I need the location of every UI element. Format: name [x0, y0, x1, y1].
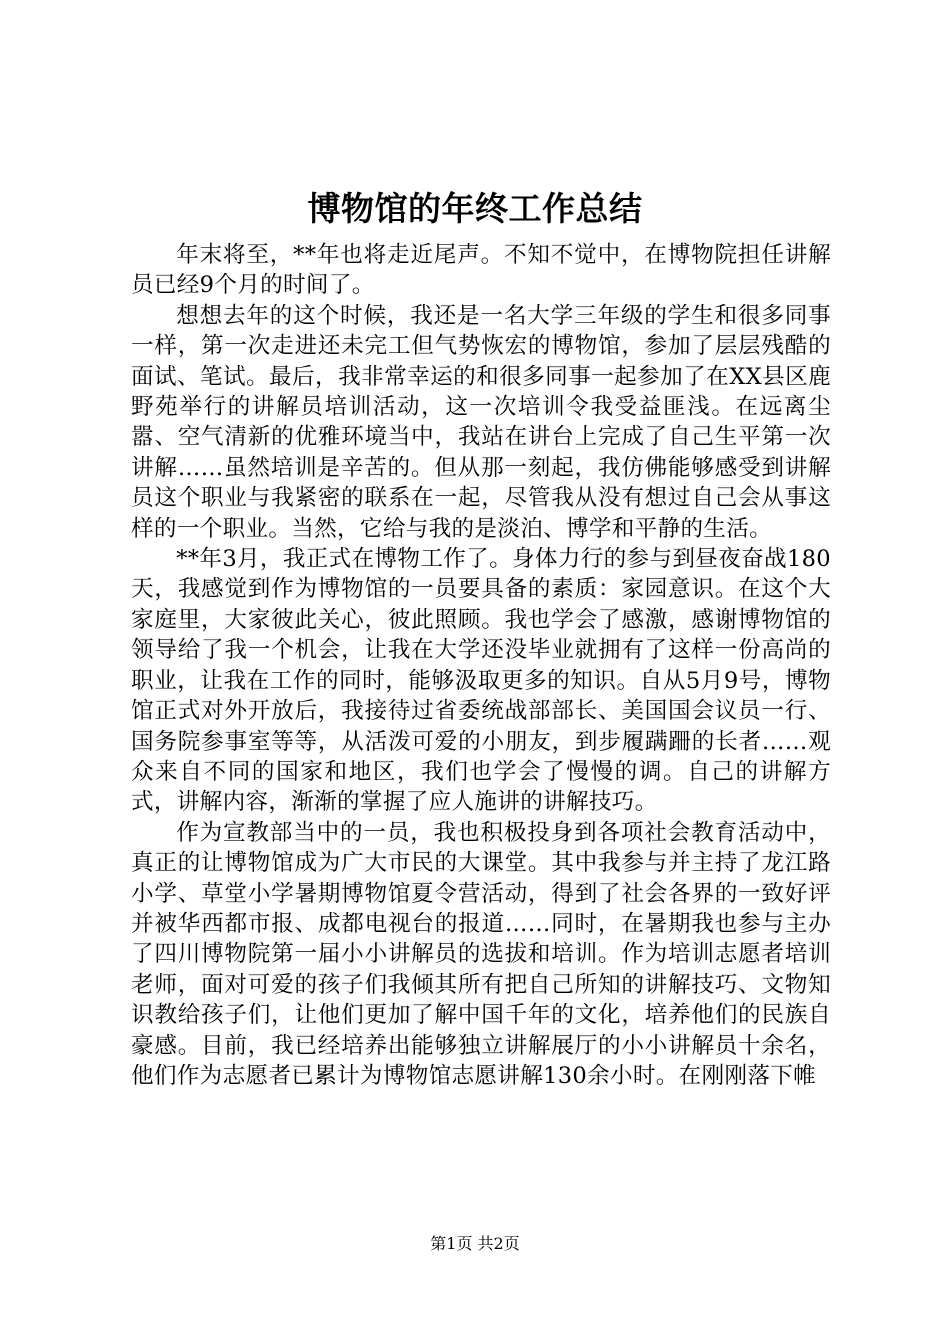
paragraph-3: **年3月，我正式在博物工作了。身体力行的参与到昼夜奋战180天，我感觉到作为博物馆的一员要具备的素质：家园意识。在这个大家庭里，大家彼此关心，彼此照顾。我也学会了感激，感谢博物馆的领导给了我一个机会，让我在大学还没毕业就拥有了这样一份高尚的职业，让我在工作的同时，能够汲取更多的知识。自从5月9号，博物馆正式对外开放后，我接待过省委统战部部长、美国国会议员一行、国务院参事室等等，从活泼可爱的小朋友，到步履蹒跚的长者……观众来自不同的国家和地区，我们也学会了慢慢的调。自己的讲解方式，讲解内容，渐渐的掌握了应人施讲的讲解技巧。 [131, 546, 831, 816]
paragraph-2: 想想去年的这个时候，我还是一名大学三年级的学生和很多同事一样，第一次走进还未完工但气势恢宏的博物馆，参加了层层残酷的面试、笔试。最后，我非常幸运的和很多同事一起参加了在XX县区鹿野苑举行的讲解员培训活动，这一次培训令我受益匪浅。在远离尘嚣、空气清新的优雅环境当中，我站在讲台上完成了自己生平第一次讲解……虽然培训是辛苦的。但从那一刻起，我仿佛能够感受到讲解员这个职业与我紧密的联系在一起，尽管我从没有想过自己会从事这样的一个职业。当然，它给与我的是淡泊、博学和平静的生活。 [131, 302, 831, 542]
document-title: 博物馆的年终工作总结 [307, 189, 643, 228]
paragraph-1: 年末将至，**年也将走近尾声。不知不觉中，在博物院担任讲解员已经9个月的时间了。 [131, 242, 831, 299]
document-body [131, 240, 831, 1091]
page-footer: 第1页 共2页 [430, 1234, 520, 1253]
paragraph-4: 作为宣教部当中的一员，我也积极投身到各项社会教育活动中，真正的让博物馆成为广大市民的大课堂。其中我参与并主持了龙江路小学、草堂小学暑期博物馆夏令营活动，得到了社会各界的一致好评并被华西都市报、成都电视台的报道……同时，在暑期我也参与主办了四川博物院第一届小小讲解员的选拔和培训。作为培训志愿者培训老师，面对可爱的孩子们我倾其所有把自己所知的讲解技巧、文物知识教给孩子们，让他们更加了解中国千年的文化，培养他们的民族自豪感。目前，我已经培养出能够独立讲解展厅的小小讲解员十余名，他们作为志愿者已累计为博物馆志愿讲解130余小时。在刚刚落下帷 [131, 819, 831, 1089]
